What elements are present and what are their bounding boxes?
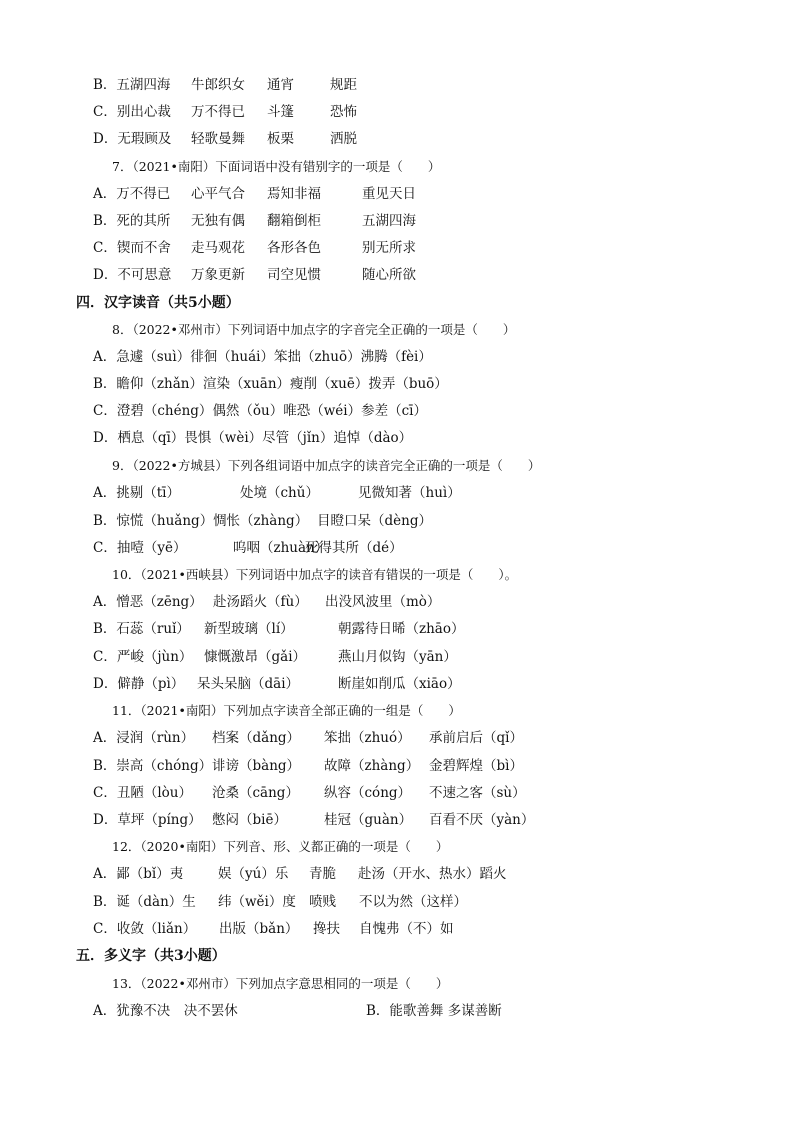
line-text: C．锲而不舍 <box>93 240 171 256</box>
line-text: D．栖息（qī）畏惧（wèi）尽管（jǐn）追悼（dào） <box>93 430 413 446</box>
option-term: 随心所欲 <box>362 267 416 283</box>
line-text: 11．（2021•南阳）下列加点字读音全部正确的一组是（ ） <box>112 703 461 718</box>
line-text: 7．（2021•南阳）下面词语中没有错别字的一项是（ ） <box>112 159 441 174</box>
option-term: 断崖如削瓜（xiāo） <box>338 676 461 692</box>
option-term: 重见天日 <box>362 186 416 202</box>
line-text: B．五湖四海 <box>93 77 171 93</box>
option-term: 不速之客（sù） <box>429 785 526 801</box>
option-term: 洒脱 <box>330 131 357 147</box>
option-term: 呆头呆脑（dāi） <box>197 676 300 692</box>
option-term: 处境（chǔ） <box>240 485 319 501</box>
option-term: 目瞪口呆（dèng） <box>317 513 432 529</box>
option-term: 纵容（cóng） <box>324 785 412 801</box>
option-term: 青脆 <box>309 866 336 882</box>
line-text: C．丑陋（lòu） <box>93 785 192 801</box>
line-text: C．别出心裁 <box>93 104 171 120</box>
line-text: 13．（2022•邓州市）下列加点字意思相同的一项是（ ） <box>112 976 449 991</box>
line-text: 9．（2022•方城县）下列各组词语中加点字的读音完全正确的一项是（ ） <box>112 458 541 473</box>
option-term: 各形各色 <box>267 240 321 256</box>
option-term: 板栗 <box>267 131 294 147</box>
option-term: 百看不厌（yàn） <box>429 812 535 828</box>
line-text: C．严峻（jùn） <box>93 649 193 665</box>
option-term: 新型玻璃（lí） <box>204 621 294 637</box>
option-term: 出没风波里（mò） <box>325 594 441 610</box>
line-text: B．死的其所 <box>93 213 171 229</box>
option-term: 档案（dǎng） <box>212 730 301 746</box>
line-text: 五．多义字（共3小题） <box>76 948 226 964</box>
line-text: 8．（2022•邓州市）下列词语中加点字的字音完全正确的一项是（ ） <box>112 322 516 337</box>
line-text: D．僻静（pì） <box>93 676 185 692</box>
option-term: 金碧辉煌（bì） <box>429 758 523 774</box>
option-term: 惆怅（zhàng） <box>213 513 309 529</box>
option-term: 走马观花 <box>191 240 245 256</box>
line-text: D．不可思意 <box>93 267 172 283</box>
line-text: B．惊慌（huǎng） <box>93 513 214 529</box>
option-term: 通宵 <box>267 77 294 93</box>
line-text: B．瞻仰（zhǎn）渲染（xuān）瘦削（xuē）拨弄（buō） <box>93 376 448 392</box>
line-text: A．憎恶（zēng） <box>93 594 203 610</box>
option-term: 轻歌曼舞 <box>191 131 245 147</box>
line-text: B．诞（dàn）生 <box>93 894 196 910</box>
option-term: 五湖四海 <box>362 213 416 229</box>
line-text: A．万不得已 <box>93 186 171 202</box>
option-term: 规距 <box>330 77 357 93</box>
option-term: 万不得已 <box>191 104 245 120</box>
option-term: 承前启后（qǐ） <box>429 730 523 746</box>
line-text: A．鄙（bǐ）夷 <box>93 866 184 882</box>
option-term: 焉知非福 <box>267 186 321 202</box>
option-term: 娱（yú）乐 <box>218 866 289 882</box>
line-text: 10．（2021•西峡县）下列词语中加点字的读音有错误的一项是（ ）。 <box>112 567 518 582</box>
line-text: A．挑剔（tī） <box>93 485 180 501</box>
line-text: A．急遽（suì）徘徊（huái）笨拙（zhuō）沸腾（fèi） <box>93 349 432 365</box>
option-term: 纬（wěi）度 <box>218 894 296 910</box>
option-term: 恐怖 <box>330 104 357 120</box>
option-term: 故障（zhàng） <box>324 758 420 774</box>
option-term: 搀扶 <box>313 921 340 937</box>
option-term: 喷贱 <box>309 894 336 910</box>
option-term: 憋闷（biē） <box>212 812 287 828</box>
option-term: 斗篷 <box>267 104 294 120</box>
line-text: 12．（2020•南阳）下列音、形、义都正确的一项是（ ） <box>112 839 449 854</box>
option-term: 死得其所（dé） <box>305 540 403 556</box>
line-text: A．浸润（rùn） <box>93 730 195 746</box>
option-term: 万象更新 <box>191 267 245 283</box>
option-term: 朝露待日晞（zhāo） <box>338 621 465 637</box>
option-term: 翻箱倒柜 <box>267 213 321 229</box>
option-term: 出版（bǎn） <box>219 921 299 937</box>
option-term: 赴汤（开水、热水）蹈火 <box>358 866 507 882</box>
line-text: A．犹豫不决 决不罢休 <box>93 1003 238 1019</box>
line-text: C．抽噎（yē） <box>93 540 187 556</box>
line-text: D．无瑕顾及 <box>93 131 172 147</box>
option-term: 不以为然（这样） <box>359 894 467 910</box>
option-term: 呜咽（zhuàn） <box>233 540 329 556</box>
line-text: C．澄碧（chéng）偶然（ǒu）唯恐（wéi）参差（cī） <box>93 403 427 419</box>
line-text: C．收敛（liǎn） <box>93 921 197 937</box>
option-term: 牛郎织女 <box>191 77 245 93</box>
option-term: B．能歌善舞 多谋善断 <box>366 1003 502 1019</box>
option-term: 诽谤（bàng） <box>212 758 301 774</box>
option-term: 别无所求 <box>362 240 416 256</box>
line-text: D．草坪（píng） <box>93 812 202 828</box>
option-term: 笨拙（zhuó） <box>324 730 411 746</box>
line-text: B．石蕊（ruǐ） <box>93 621 190 637</box>
option-term: 赴汤蹈火（fù） <box>213 594 308 610</box>
line-text: B．崇高（chóng） <box>93 758 213 774</box>
option-term: 桂冠（guàn） <box>324 812 413 828</box>
option-term: 心平气合 <box>191 186 245 202</box>
option-term: 慷慨激昂（gǎi） <box>204 649 307 665</box>
option-term: 见微知著（huì） <box>358 485 461 501</box>
option-term: 燕山月似钩（yān） <box>338 649 457 665</box>
option-term: 司空见惯 <box>267 267 321 283</box>
option-term: 自愧弗（不）如 <box>359 921 454 937</box>
option-term: 无独有偶 <box>191 213 245 229</box>
option-term: 沧桑（cāng） <box>212 785 299 801</box>
line-text: 四．汉字读音（共5小题） <box>76 295 240 311</box>
